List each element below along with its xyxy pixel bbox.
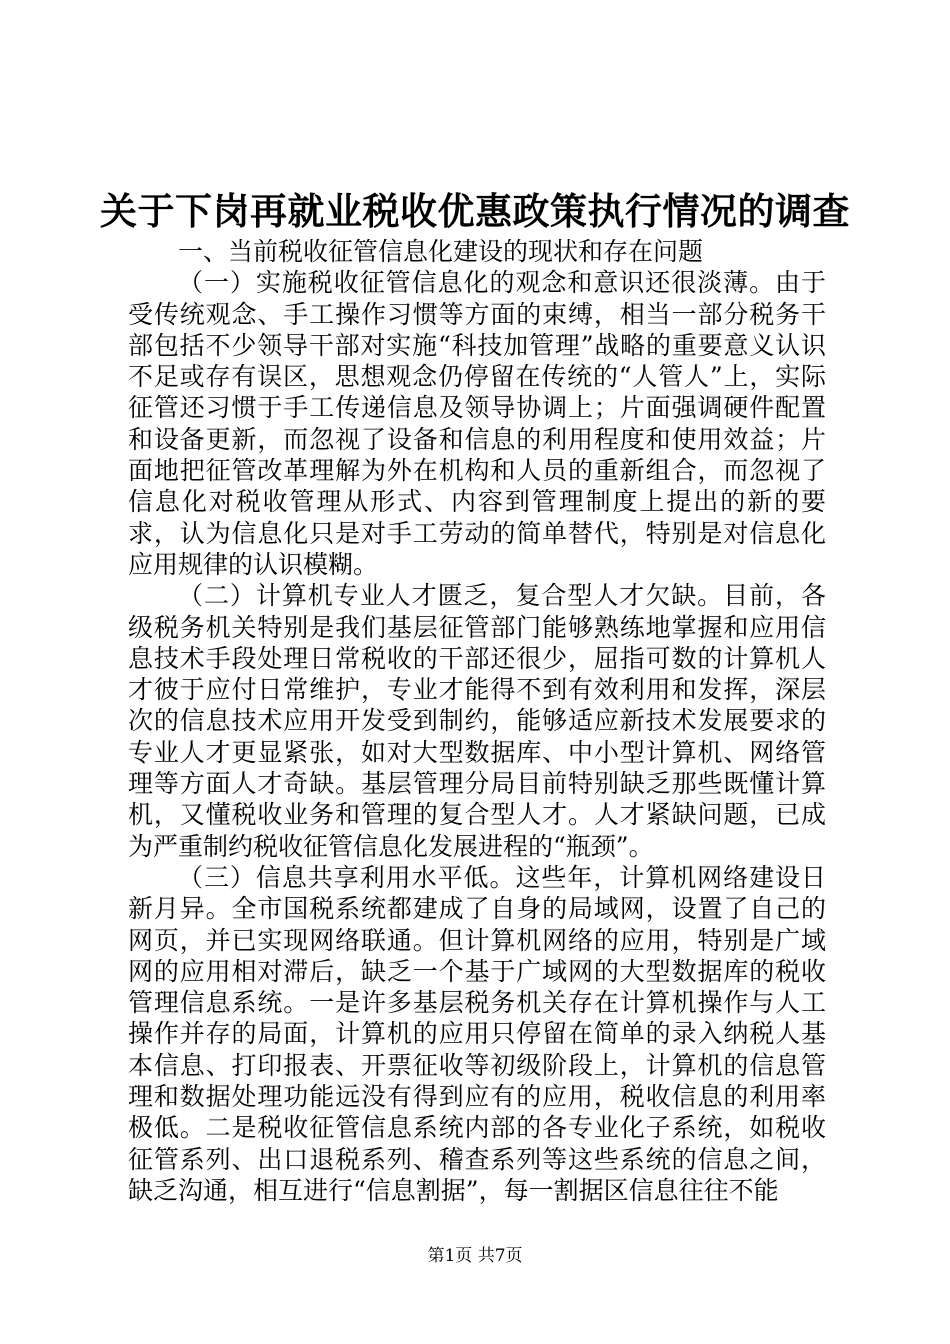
- section-heading: 一、当前税收征管信息化建设的现状和存在问题: [178, 237, 704, 266]
- paragraph-2: （二）计算机专业人才匮乏，复合型人才欠缺。目前，各级税务机关特别是我们基层征管部门能够熟练地掌握和应用信息技术手段处理日常税收的干部还很少，屈指可数的计算机人才彼于应付日常维护，专业才能得不到有效利用和发挥，深层次的信息技术应用开发受到制约，能够适应新技术发展要求的专业人才更显紧张，如对大型数据库、中小型计算机、网络管理等方面人才奇缺。基层管理分局目前特别缺乏那些既懂计算机，又懂税收业务和管理的复合型人才。人才紧缺问题，已成为严重制约税收征管信息化发展进程的“瓶颈”。: [128, 581, 826, 861]
- paragraph-3: （三）信息共享利用水平低。这些年，计算机网络建设日新月异。全市国税系统都建成了自身的局域网，设置了自己的网页，并已实现网络联通。但计算机网络的应用，特别是广域网的应用相对滞后，缺乏一个基于广域网的大型数据库的税收管理信息系统。一是许多基层税务机关存在计算机操作与人工操作并存的局面，计算机的应用只停留在简单的录入纳税人基本信息、打印报表、开票征收等初级阶段上，计算机的信息管理和数据处理功能远没有得到应有的应用，税收信息的利用率极低。二是税收征管信息系统内部的各专业化子系统，如税收征管系列、出口退税系列、稽查系列等这些系统的信息之间，缺乏沟通，相互进行“信息割据”，每一割据区信息往往不能: [128, 862, 826, 1205]
- document-title: 关于下岗再就业税收优惠政策执行情况的调查: [100, 189, 850, 233]
- page-number-footer: 第1页 共7页: [427, 1246, 523, 1266]
- paragraph-1: （一）实施税收征管信息化的观念和意识还很淡薄。由于受传统观念、手工操作习惯等方面的束缚，相当一部分税务干部包括不少领导干部对实施“科技加管理”战略的重要意义认识不足或存有误区，思想观念仍停留在传统的“人管人”上，实际征管还习惯于手工传递信息及领导协调上；片面强调硬件配置和设备更新，而忽视了设备和信息的利用程度和使用效益；片面地把征管改革理解为外在机构和人员的重新组合，而忽视了信息化对税收管理从形式、内容到管理制度上提出的新的要求，认为信息化只是对手工劳动的简单替代，特别是对信息化应用规律的认识模糊。: [128, 268, 826, 579]
- document-body: [128, 236, 826, 1206]
